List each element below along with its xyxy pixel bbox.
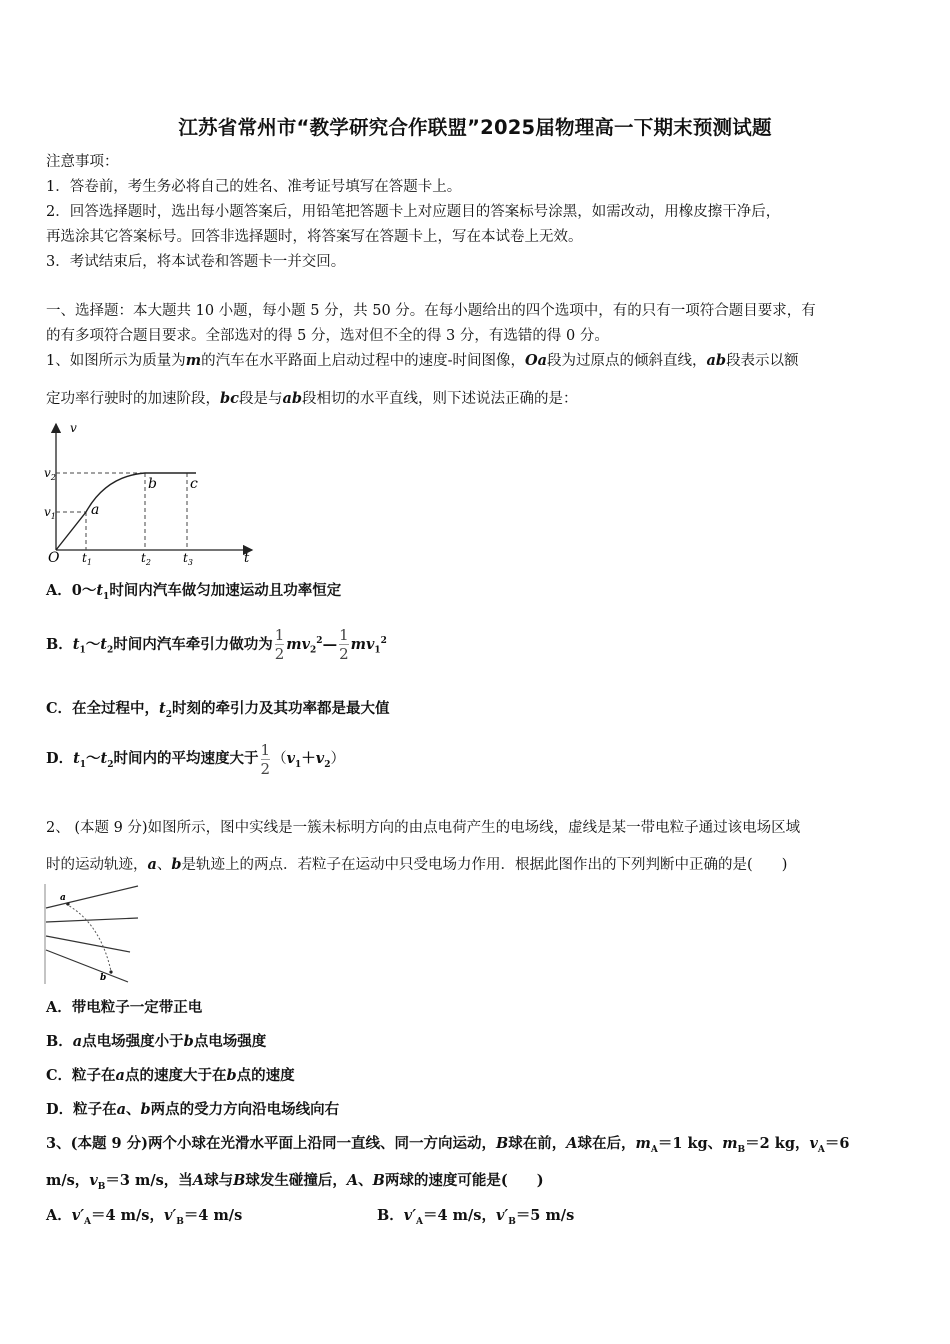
q1-graph-label-t1: $t_1$ — [82, 551, 92, 567]
q1-graph-label-t2: $t_2$ — [141, 551, 151, 567]
notice-item-1: 1．答卷前，考生务必将自己的姓名、准考证号填写在答题卡上。 — [46, 179, 462, 195]
q1-option-a[interactable]: A．$0\sim t_1$时间内汽车做匀加速运动且功率恒定 — [46, 582, 342, 602]
q2-option-c[interactable]: C．粒子在a点的速度大于在b点的速度 — [46, 1067, 295, 1084]
q1-graph-label-v: v — [70, 421, 77, 435]
q1-option-d-frac: $\frac{1}{2}$ — [260, 740, 271, 778]
q1-graph-point-a: a — [91, 502, 100, 518]
q1-stem-line-2: 定功率行驶时的加速阶段，bc段是与ab段相切的水平直线，则下述说法正确的是： — [46, 390, 578, 407]
notice-item-2-cont: 再选涂其它答案标号。回答非选择题时，将答案写在答题卡上，写在本试卷上无效。 — [46, 229, 583, 245]
q2-fig-label-a: a — [60, 893, 66, 903]
q1-graph-label-v2: $v_2$ — [44, 466, 56, 482]
q2-field-line-3 — [46, 936, 130, 952]
q3-option-b[interactable]: B．$v'_A=4$ m/s，$v'_B=5$ m/s — [377, 1207, 575, 1227]
q1-vt-graph — [44, 418, 260, 568]
notice-heading: 注意事项： — [46, 154, 119, 170]
q1-option-b-frac-2: $\frac{1}{2}$ — [339, 626, 349, 664]
q1-graph-point-b: b — [148, 476, 157, 492]
q1-graph-label-origin: O — [48, 550, 60, 566]
q3-option-a[interactable]: A．$v'_A=4$ m/s，$v'_B=4$ m/s — [46, 1207, 243, 1227]
q2-field-figure — [44, 884, 140, 986]
q1-option-b-frac-1: $\frac{1}{2}$ — [274, 626, 285, 664]
q3-stem-line-1: 3、(本题 9 分)两个小球在光滑水平面上沿同一直线、同一方向运动，B球在前，A球在后，$m_A=1$ kg、$m_B=2$ kg，$v_A=6$ — [46, 1135, 850, 1155]
section-header-line-1: 一、选择题：本大题共 10 小题，每小题 5 分，共 50 分。在每小题给出的四个选项中，有的只有一项符合题目要求，有 — [46, 303, 816, 319]
q1-graph-label-v1: $v_1$ — [44, 505, 56, 521]
q2-stem-line-2: 时的运动轨迹，a、b是轨迹上的两点．若粒子在运动中只受电场力作用．根据此图作出的下列判断中正确的是( ) — [46, 856, 788, 873]
q1-graph-label-t: t — [244, 551, 250, 566]
q1-option-c[interactable]: C．在全过程中，$t_2$时刻的牵引力及其功率都是最大值 — [46, 700, 390, 720]
section-header-line-2: 的有多项符合题目要求。全部选对的得 5 分，选对但不全的得 3 分，有选错的得 0 分。 — [46, 328, 609, 344]
q1-option-b[interactable]: B．$t_1\sim t_2$时间内汽车牵引力做功为 $\frac{1}{2}$ $mv_2^2—$ $\frac{1}{2}$ $mv_1^2$ — [46, 626, 387, 664]
q2-option-d[interactable]: D．粒子在a、b两点的受力方向沿电场线向右 — [46, 1101, 340, 1118]
q1-graph-label-t3: $t_3$ — [183, 551, 193, 567]
q2-stem-line-1: 2、 (本题 9 分)如图所示，图中实线是一簇未标明方向的由点电荷产生的电场线，虚线是某一带电粒子通过该电场区域 — [46, 820, 801, 836]
q1-graph-point-c: c — [190, 476, 198, 492]
notice-item-3: 3．考试结束后，将本试卷和答题卡一并交回。 — [46, 254, 346, 270]
q2-trajectory — [66, 904, 112, 976]
q2-field-line-4 — [46, 950, 128, 982]
q1-stem-line-1: 1、如图所示为质量为m的汽车在水平路面上启动过程中的速度-时间图像，Oa段为过原点的倾斜直线，ab段表示以额 — [46, 352, 799, 369]
q3-stem-line-2: m/s，$v_B=3$ m/s，当A球与B球发生碰撞后，A、B两球的速度可能是( ) — [46, 1172, 544, 1192]
q2-option-b[interactable]: B．a点电场强度小于b点电场强度 — [46, 1033, 267, 1050]
q2-field-line-2 — [46, 918, 138, 922]
q2-point-a-marker — [66, 902, 69, 905]
q1-option-d[interactable]: D．$t_1\sim t_2$时间内的平均速度大于 $\frac{1}{2}$ $(v_1+v_2)$ — [46, 740, 345, 778]
exam-title: 江苏省常州市“教学研究合作联盟”2025届物理高一下期末预测试题 — [178, 116, 772, 139]
q2-fig-label-b: b — [100, 973, 107, 983]
q2-option-a[interactable]: A．带电粒子一定带正电 — [46, 999, 203, 1016]
q2-point-b-marker — [109, 970, 112, 973]
notice-item-2: 2．回答选择题时，选出每小题答案后，用铅笔把答题卡上对应题目的答案标号涂黑，如需改动，用橡皮擦干净后， — [46, 204, 781, 220]
